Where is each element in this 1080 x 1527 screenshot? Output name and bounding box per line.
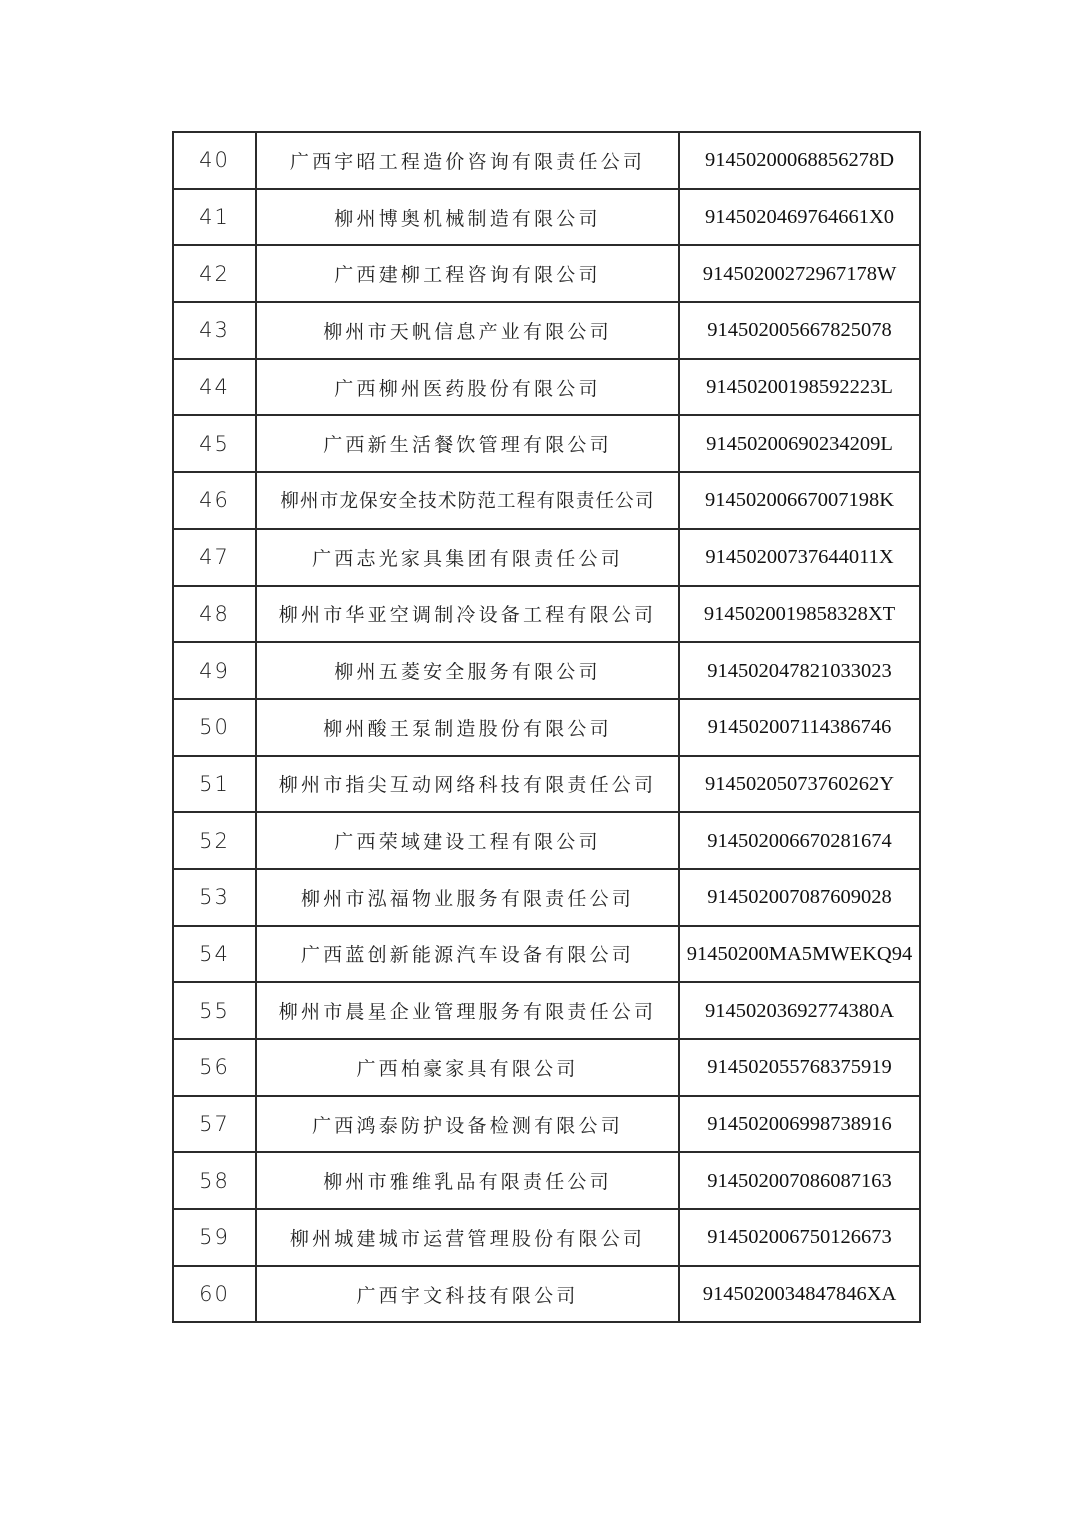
credit-code-cell: 91450200MA5MWEKQ94: [679, 926, 920, 983]
credit-code-cell: 91450205073760262Y: [679, 756, 920, 813]
company-name-cell: 广西柏豪家具有限公司: [256, 1039, 679, 1096]
table-row: [173, 926, 920, 983]
row-number-cell: 55: [173, 982, 256, 1039]
company-name-cell: 广西柳州医药股份有限公司: [256, 359, 679, 416]
row-number-cell: 53: [173, 869, 256, 926]
company-name-cell: 柳州市雅维乳品有限责任公司: [256, 1152, 679, 1209]
credit-code-cell: 91450200737644011X: [679, 529, 920, 586]
table-row: [173, 1152, 920, 1209]
row-number-cell: 58: [173, 1152, 256, 1209]
row-number-cell: 42: [173, 245, 256, 302]
table-row: [173, 132, 920, 189]
table-row: [173, 1096, 920, 1153]
row-number-cell: 44: [173, 359, 256, 416]
row-number-cell: 40: [173, 132, 256, 189]
company-name-cell: 柳州五菱安全服务有限公司: [256, 642, 679, 699]
credit-code-cell: 914502007087609028: [679, 869, 920, 926]
company-name-cell: 柳州市泓福物业服务有限责任公司: [256, 869, 679, 926]
table-row: [173, 245, 920, 302]
credit-code-cell: 91450200272967178W: [679, 245, 920, 302]
row-number-cell: 52: [173, 812, 256, 869]
table-row: [173, 812, 920, 869]
row-number-cell: 57: [173, 1096, 256, 1153]
row-number-cell: 45: [173, 415, 256, 472]
company-registry-table: [172, 131, 921, 1323]
table-row: [173, 189, 920, 246]
company-name-cell: 广西志光家具集团有限责任公司: [256, 529, 679, 586]
table-row: [173, 642, 920, 699]
company-name-cell: 广西荣域建设工程有限公司: [256, 812, 679, 869]
credit-code-cell: 91450200667007198K: [679, 472, 920, 529]
company-name-cell: 广西新生活餐饮管理有限公司: [256, 415, 679, 472]
row-number-cell: 50: [173, 699, 256, 756]
company-name-cell: 广西宇文科技有限公司: [256, 1266, 679, 1323]
row-number-cell: 60: [173, 1266, 256, 1323]
row-number-cell: 49: [173, 642, 256, 699]
company-name-cell: 柳州市指尖互动网络科技有限责任公司: [256, 756, 679, 813]
company-name-cell: 柳州市华亚空调制冷设备工程有限公司: [256, 586, 679, 643]
table-row: [173, 472, 920, 529]
company-name-cell: 广西建柳工程咨询有限公司: [256, 245, 679, 302]
row-number-cell: 56: [173, 1039, 256, 1096]
company-name-cell: 柳州城建城市运营管理股份有限公司: [256, 1209, 679, 1266]
table-row: [173, 869, 920, 926]
table-row: [173, 1039, 920, 1096]
row-number-cell: 43: [173, 302, 256, 359]
company-name-cell: 柳州市晨星企业管理服务有限责任公司: [256, 982, 679, 1039]
table-body: [173, 132, 920, 1322]
table-row: [173, 302, 920, 359]
table-row: [173, 756, 920, 813]
credit-code-cell: 914502006670281674: [679, 812, 920, 869]
credit-code-cell: 914502006750126673: [679, 1209, 920, 1266]
credit-code-cell: 914502005667825078: [679, 302, 920, 359]
credit-code-cell: 9145020019858328XT: [679, 586, 920, 643]
row-number-cell: 48: [173, 586, 256, 643]
row-number-cell: 59: [173, 1209, 256, 1266]
credit-code-cell: 914502007114386746: [679, 699, 920, 756]
company-name-cell: 柳州市龙保安全技术防范工程有限责任公司: [256, 472, 679, 529]
table-row: [173, 529, 920, 586]
table-row: [173, 1209, 920, 1266]
company-name-cell: 广西蓝创新能源汽车设备有限公司: [256, 926, 679, 983]
credit-code-cell: 9145020034847846XA: [679, 1266, 920, 1323]
table-row: [173, 359, 920, 416]
table-row: [173, 415, 920, 472]
row-number-cell: 47: [173, 529, 256, 586]
company-name-cell: 柳州博奥机械制造有限公司: [256, 189, 679, 246]
company-name-cell: 广西宇昭工程造价咨询有限责任公司: [256, 132, 679, 189]
credit-code-cell: 914502006998738916: [679, 1096, 920, 1153]
company-name-cell: 柳州市天帆信息产业有限公司: [256, 302, 679, 359]
credit-code-cell: 914502055768375919: [679, 1039, 920, 1096]
credit-code-cell: 914502007086087163: [679, 1152, 920, 1209]
row-number-cell: 54: [173, 926, 256, 983]
credit-code-cell: 914502047821033023: [679, 642, 920, 699]
row-number-cell: 41: [173, 189, 256, 246]
row-number-cell: 46: [173, 472, 256, 529]
credit-code-cell: 91450203692774380A: [679, 982, 920, 1039]
credit-code-cell: 91450200690234209L: [679, 415, 920, 472]
credit-code-cell: 91450200198592223L: [679, 359, 920, 416]
row-number-cell: 51: [173, 756, 256, 813]
credit-code-cell: 91450200068856278D: [679, 132, 920, 189]
table-row: [173, 699, 920, 756]
company-name-cell: 广西鸿泰防护设备检测有限公司: [256, 1096, 679, 1153]
table-row: [173, 1266, 920, 1323]
table-row: [173, 982, 920, 1039]
company-name-cell: 柳州酸王泵制造股份有限公司: [256, 699, 679, 756]
credit-code-cell: 9145020469764661X0: [679, 189, 920, 246]
table-row: [173, 586, 920, 643]
